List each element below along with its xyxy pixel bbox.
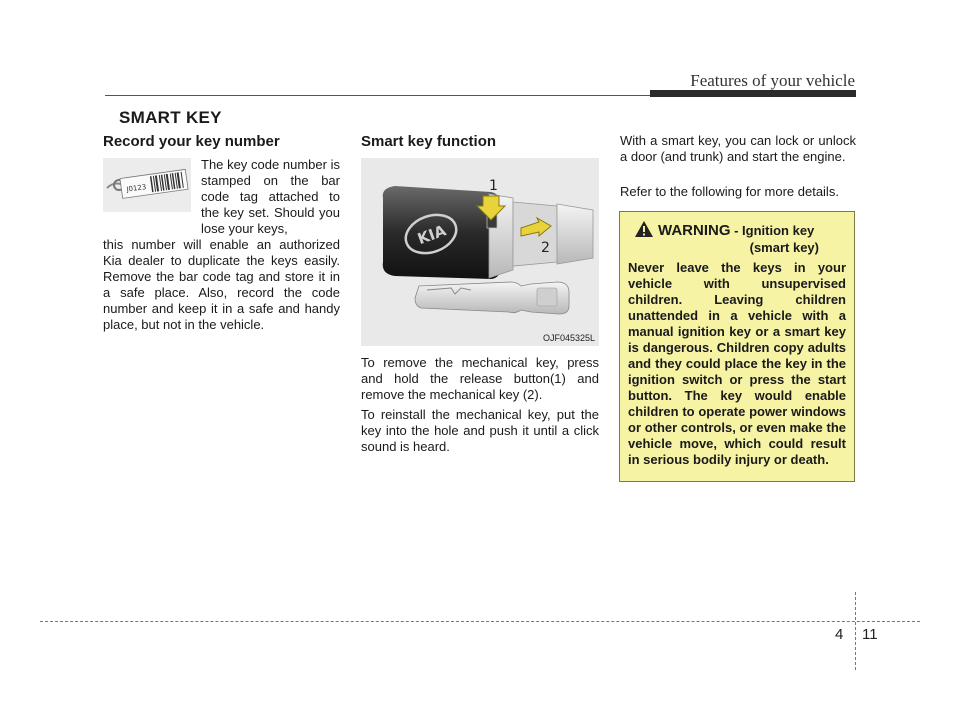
warning-word: WARNING	[658, 222, 731, 239]
warning-subtitle-line2: (smart key)	[749, 240, 819, 255]
warning-triangle-icon	[634, 220, 654, 238]
running-header: Features of your vehicle	[690, 71, 855, 90]
right-para1: With a smart key, you can lock or unlock a door (and trunk) and start the engine.	[620, 133, 856, 164]
warning-header	[632, 220, 847, 255]
record-text-side: The key code number is stamped on the bar code tag attached to the key set. Should you lose your keys,	[201, 157, 340, 236]
header-rule-thin	[105, 95, 650, 96]
function-para2: To reinstall the mechanical key, put the key into the hole and push it until a click sound is heard.	[361, 407, 599, 454]
svg-text:KIA: KIA	[415, 221, 449, 249]
footer-divider	[855, 592, 856, 670]
barcode-tag-illustration	[103, 158, 191, 212]
record-heading: Record your key number	[103, 133, 280, 150]
callout-2: 2	[541, 240, 550, 256]
function-heading: Smart key function	[361, 133, 497, 150]
section-title: SMART KEY	[119, 108, 222, 127]
warning-box	[619, 211, 855, 482]
function-para1: To remove the mechanical key, press and hold the release button(1) and remove the mechanical key (2).	[361, 355, 599, 402]
header-rule-bold	[650, 90, 856, 97]
callout-1: 1	[489, 178, 498, 194]
smart-key-illustration	[361, 158, 599, 346]
smart-key-photo	[361, 158, 599, 346]
chapter-number: 4	[835, 626, 844, 643]
tag-label: J0123	[125, 183, 147, 194]
warning-text: Never leave the keys in your vehicle with unsupervised children. Leaving children unattended in a vehicle with a manual ignition key or a smart key is dangerous. Children copy adults and they could place the key in the ignition switch or press the start button. The key would enable children to operate power windows or other controls, or even make the vehicle move, which could result in serious bodily injury or death.	[628, 260, 846, 467]
page-number: 11	[862, 626, 878, 643]
photo-code: OJF045325L	[542, 333, 595, 343]
right-para2: Refer to the following for more details.	[620, 184, 839, 199]
warning-subtitle-line1: - Ignition key	[730, 223, 815, 238]
record-text-main: this number will enable an authorized Kia dealer to duplicate the keys easily. Remove the bar code tag and store it in a safe place. Also, record the code number and keep it in a safe and handy place, but not in the vehicle.	[103, 237, 340, 332]
footer-rule	[40, 621, 920, 622]
barcode-tag-image	[103, 158, 191, 212]
